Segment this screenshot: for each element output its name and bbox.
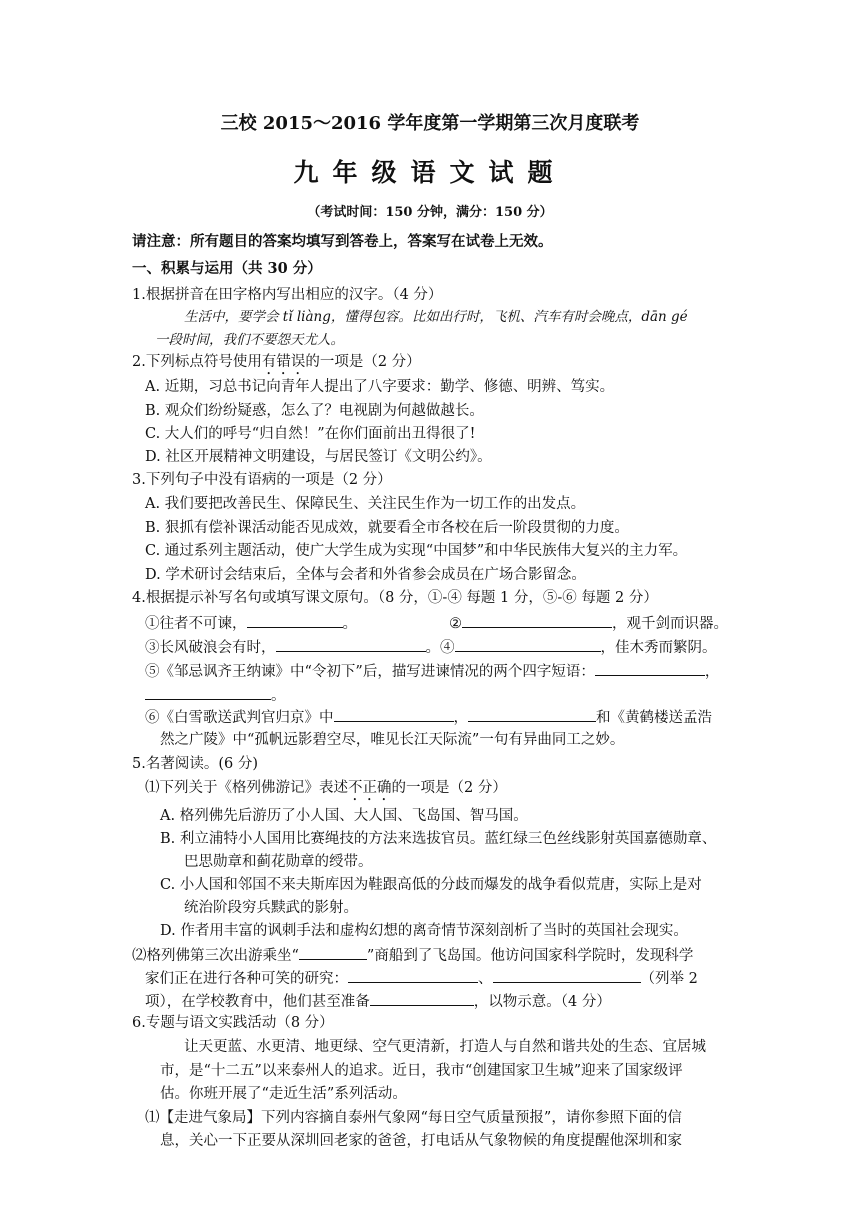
answer-blank <box>455 636 601 652</box>
q1-text-line2: 一段时间，我们不要怨天尤人。 <box>155 332 344 348</box>
exam-school-title: 三校 2015～2016 学年度第一学期第三次月度联考 <box>220 113 640 134</box>
q5-sub2-line1: ⑵格列佛第三次出游乘坐“ ”商船到了飞岛国。他访问国家科学院时，发现科学 <box>132 944 693 966</box>
q5-option-d: D. 作者用丰富的讽刺手法和虚构幻想的离奇情节深刻剖析了当时的英国社会现实。 <box>160 923 688 939</box>
q5-sub2-line2: 家们正在进行各种可笑的研究： 、 （列举 2 <box>145 967 698 989</box>
q2-option-c: C. 大人们的呼号“归自然！”在你们面前出丑得很了! <box>145 426 476 442</box>
q3-stem: 3.下列句子中没有语病的一项是（2 分） <box>132 472 392 488</box>
q5-option-c-line2: 统治阶段穷兵黩武的影射。 <box>184 900 358 916</box>
q2-option-a: A. 近期，习总书记向青年人提出了八字要求：勤学、修德、明辨、笃实。 <box>145 379 615 395</box>
exam-subject-title: 九年级语文试题 <box>293 158 567 187</box>
exam-notice: 请注意：所有题目的答案均填写到答卷上，答案写在试卷上无效。 <box>132 233 553 250</box>
q4-item-5-cont: 。 <box>145 684 286 706</box>
q5-option-a: A. 格列佛先后游历了小人国、大人国、飞岛国、智马国。 <box>160 808 528 824</box>
q2-emphasis: 有错误 <box>261 354 306 370</box>
q5-option-b-line1: B. 利立浦特小人国用比赛绳技的方法来选拔官员。蓝红绿三色丝线影射英国嘉德勋章、 <box>160 831 717 847</box>
q1-stem: 1.根据拼音在田字格内写出相应的汉字。（4 分） <box>132 287 443 303</box>
q4-stem: 4.根据提示补写名句或填写课文原句。（8 分，①-④ 每题 1 分，⑤-⑥ 每题 2 分） <box>132 590 658 606</box>
q2-stem: 2.下列标点符号使用有错误的一项是（2 分） <box>132 354 421 370</box>
q5-sub2-line3: 项），在学校教育中，他们甚至准备 ，以物示意。（4 分） <box>145 990 611 1012</box>
q1-text-line1: 生活中，要学会 tǐ liàng，懂得包容。比如出行时，飞机、汽车有时会晚点，dān gé <box>184 309 688 325</box>
q6-para-line1: 让天更蓝、水更清、地更绿、空气更清新，打造人与自然和谐共处的生态、宜居城 <box>184 1039 706 1055</box>
q6-para-line3: 估。你班开展了“走近生活”系列活动。 <box>160 1086 407 1102</box>
q2-option-b: B. 观众们纷纷疑惑，怎么了？电视剧为何越做越长。 <box>145 403 484 419</box>
answer-blank <box>334 706 454 722</box>
q5-option-b-line2: 巴思勋章和蓟花勋章的绶带。 <box>184 854 373 870</box>
q4-item-2: ② ，观千剑而识器。 <box>449 612 728 634</box>
q6-sub1-line2: 息，关心一下正要从深圳回老家的爸爸，打电话从气象物候的角度提醒他深圳和家 <box>160 1133 682 1149</box>
q5-option-c-line1: C. 小人国和邻国不来夫斯库因为鞋跟高低的分歧而爆发的战争看似荒唐，实际上是对 <box>160 877 702 893</box>
q2-option-d: D. 社区开展精神文明建设，与居民签订《文明公约》。 <box>145 449 492 465</box>
answer-blank <box>462 612 612 628</box>
answer-blank <box>299 944 367 960</box>
section-heading: 一、积累与运用（共 30 分） <box>132 260 322 277</box>
q3-option-a: A. 我们要把改善民生、保障民生、关注民生作为一切工作的出发点。 <box>145 496 586 512</box>
q6-stem: 6.专题与语文实践活动（8 分） <box>132 1015 334 1031</box>
q6-para-line2: 市，是“十二五”以来泰州人的追求。近日，我市“创建国家卫生城”迎来了国家级评 <box>160 1063 683 1079</box>
answer-blank <box>276 636 426 652</box>
answer-blank <box>348 967 478 983</box>
answer-blank <box>247 612 343 628</box>
q5-emphasis: 不正确 <box>348 780 392 796</box>
answer-blank <box>493 967 641 983</box>
q5-stem: 5.名著阅读。(6 分) <box>132 756 258 772</box>
exam-time-info: （考试时间：150 分钟，满分：150 分） <box>307 205 553 220</box>
q3-option-b: B. 狠抓有偿补课活动能否见成效，就要看全市各校在后一阶段贯彻的力度。 <box>145 520 629 536</box>
q5-sub1-stem: ⑴下列关于《格列佛游记》表述不正确的一项是（2 分） <box>145 780 507 796</box>
q4-item-6: ⑥《白雪歌送武判官归京》中 ， 和《黄鹤楼送孟浩 <box>145 706 712 728</box>
q4-item-6-cont: 然之广陵》中“孤帆远影碧空尽，唯见长江天际流”一句有异曲同工之妙。 <box>160 732 625 748</box>
q4-item-1: ①往者不可谏， 。 <box>145 612 357 634</box>
answer-blank <box>145 684 271 700</box>
q3-option-c: C. 通过系列主题活动，使广大学生成为实现“中国梦”和中华民族伟大复兴的主力军。 <box>145 543 688 559</box>
q6-sub1-line1: ⑴【走进气象局】下列内容摘自泰州气象网“每日空气质量预报”，请你参照下面的信 <box>145 1110 682 1126</box>
answer-blank <box>370 990 474 1006</box>
answer-blank <box>468 706 596 722</box>
q4-item-3-4: ③长风破浪会有时， 。④ ，佳木秀而繁阴。 <box>145 636 717 658</box>
answer-blank <box>595 660 705 676</box>
q3-option-d: D. 学术研讨会结束后，全体与会者和外省参会成员在广场合影留念。 <box>145 567 586 583</box>
q4-item-5: ⑤《邹忌讽齐王纳谏》中“令初下”后，描写进谏情况的两个四字短语： ， <box>145 660 719 682</box>
